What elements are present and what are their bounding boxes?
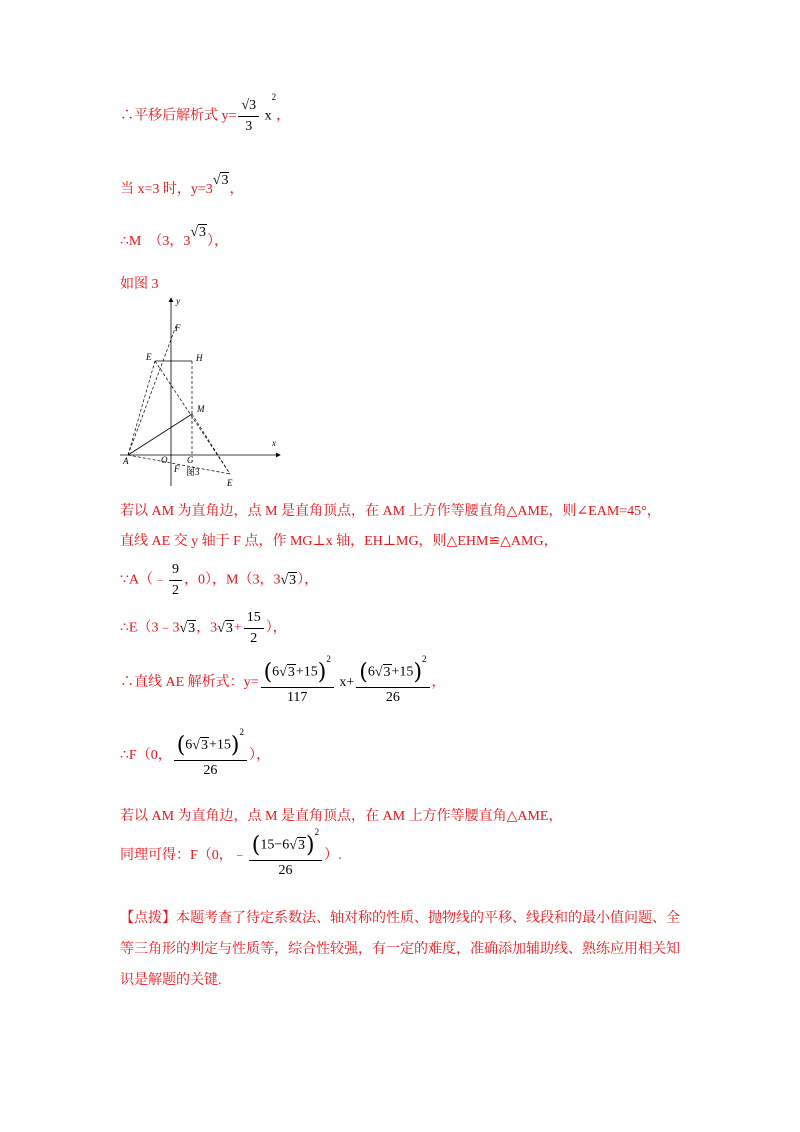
text: ， xyxy=(229,182,244,197)
text: 若以 AM 为直角边，点 M 是直角顶点，在 AM 上方作等腰直角△AME， xyxy=(120,809,563,824)
exponent: 2 xyxy=(271,92,277,102)
text: 同理可得：F（0，﹣ xyxy=(120,848,247,864)
label-a: A xyxy=(123,456,129,466)
label-e-top: E xyxy=(146,352,152,362)
radicand: 3 xyxy=(225,620,233,636)
denominator: 26 xyxy=(203,763,218,778)
radicand: 3 xyxy=(297,837,305,853)
numerator: 9 xyxy=(169,562,182,581)
sqrt: √3 xyxy=(212,173,229,188)
text: x+ xyxy=(335,675,355,691)
text: +15 xyxy=(208,737,231,753)
text: ∴F（0， xyxy=(120,748,172,764)
sqrt: √3 xyxy=(179,620,196,636)
line-point-e xyxy=(120,610,287,647)
exponent: 2 xyxy=(326,654,331,664)
line-am xyxy=(128,414,192,455)
text: 15 xyxy=(260,837,275,853)
numerator: 15 xyxy=(244,610,264,629)
fraction xyxy=(244,610,264,647)
fraction xyxy=(169,562,182,599)
line-points-a-m xyxy=(120,562,318,599)
text: ， xyxy=(276,108,291,124)
exponent: 2 xyxy=(239,727,244,737)
sqrt: √3 xyxy=(289,837,305,853)
radicand: 3 xyxy=(221,173,229,188)
fraction xyxy=(261,654,334,706)
radicand: 3 xyxy=(199,225,207,240)
sqrt: √3 xyxy=(279,664,295,680)
label-e-bottom: E xyxy=(227,478,233,488)
note-paragraph xyxy=(120,903,680,996)
sqrt: √3 xyxy=(190,225,207,240)
line-ae xyxy=(128,361,155,455)
line-figure-3 xyxy=(120,273,159,293)
text: −6 xyxy=(274,837,290,853)
text: ）， xyxy=(265,620,287,636)
fraction xyxy=(356,654,429,706)
figure-caption: 图3 xyxy=(186,467,200,477)
line-when-x-3 xyxy=(120,173,244,198)
text: 6 xyxy=(272,664,280,680)
line-ae-expression xyxy=(120,654,446,706)
label-o: O xyxy=(161,455,168,465)
line-m-e xyxy=(192,414,230,474)
exponent: 2 xyxy=(314,827,320,837)
line-similarly xyxy=(120,827,342,879)
text: 直线 AE 交 y 轴于 F 点，作 MG⊥x 轴，EH⊥MG，则△EHM≌△AMG， xyxy=(120,534,558,549)
radicand: 3 xyxy=(200,737,208,753)
line-condition-2 xyxy=(120,805,562,825)
line-translated-expression xyxy=(120,92,291,135)
radicand: 3 xyxy=(287,664,295,680)
text: +15 xyxy=(391,664,414,680)
text: ∴E（3﹣3 xyxy=(120,620,180,636)
text: 6 xyxy=(185,737,193,753)
text: 6 xyxy=(367,664,375,680)
label-x: x xyxy=(272,438,276,448)
sqrt: √3 xyxy=(192,737,208,753)
numerator: $(15-6√3)^2$ xyxy=(249,833,322,861)
text: +15 xyxy=(295,664,318,680)
note-text: 【点拨】本题考查了待定系数法、轴对称的性质、抛物线的平移、线段和的最小值问题、全等三角形的判定与性质等，综合性较强，有一定的难度，准确添加辅助线、熟练应用相关知识是解题的关键. xyxy=(120,911,680,988)
exponent: 2 xyxy=(422,654,427,664)
numerator: $(6√3+15)^2$ xyxy=(261,660,334,688)
denominator: 2 xyxy=(172,583,180,598)
text: ）， xyxy=(207,234,229,249)
label-h: H xyxy=(196,353,203,363)
text: ， xyxy=(431,675,446,691)
fraction xyxy=(238,98,259,135)
text: ，0），M（3，3 xyxy=(184,572,281,588)
sqrt: √3 xyxy=(374,664,391,680)
denominator: 26 xyxy=(278,863,293,878)
text: ）. xyxy=(324,848,342,864)
text: ）， xyxy=(248,748,270,764)
text: ∵A（﹣ xyxy=(120,572,168,588)
radicand: 3 xyxy=(383,664,391,680)
text: ，3 xyxy=(196,620,218,636)
label-y: y xyxy=(176,296,180,306)
line-construct xyxy=(120,530,558,550)
radicand: 3 xyxy=(188,620,196,636)
text: ∴平移后解析式 y= xyxy=(120,108,237,124)
line-af xyxy=(128,326,176,455)
numerator: √3 xyxy=(238,98,259,117)
text: 若以 AM 为直角边，点 M 是直角顶点，在 AM 上方作等腰直角△AME，则∠EAM=45°， xyxy=(120,504,661,519)
denominator: 2 xyxy=(250,631,258,646)
denominator: 26 xyxy=(385,690,400,705)
sqrt: √3 xyxy=(217,620,233,636)
label-g: G xyxy=(187,455,194,465)
label-m: M xyxy=(197,404,205,414)
text: 如图 3 xyxy=(120,277,159,292)
numerator: $(6√3+15)^2$ xyxy=(356,660,429,688)
line-point-m xyxy=(120,225,229,250)
fraction xyxy=(174,727,247,779)
denominator: 117 xyxy=(286,690,308,705)
line-point-f xyxy=(120,727,270,779)
label-f-bottom: F xyxy=(174,464,180,474)
numerator: $(6√3+15)^2$ xyxy=(174,733,247,761)
text: x xyxy=(261,108,272,124)
denominator: 3 xyxy=(245,119,253,134)
radicand: 3 xyxy=(289,572,297,588)
figure-3-diagram xyxy=(120,296,285,491)
text: ∴M （3，3 xyxy=(120,234,191,249)
text: 当 x=3 时，y=3 xyxy=(120,182,213,197)
label-f-top: F xyxy=(175,323,181,333)
sqrt: √3 xyxy=(280,572,297,588)
text: + xyxy=(233,620,242,636)
fraction xyxy=(249,827,322,879)
text: ）， xyxy=(297,572,319,588)
text: ∴直线 AE 解析式：y= xyxy=(120,675,259,691)
line-condition-1 xyxy=(120,500,661,520)
